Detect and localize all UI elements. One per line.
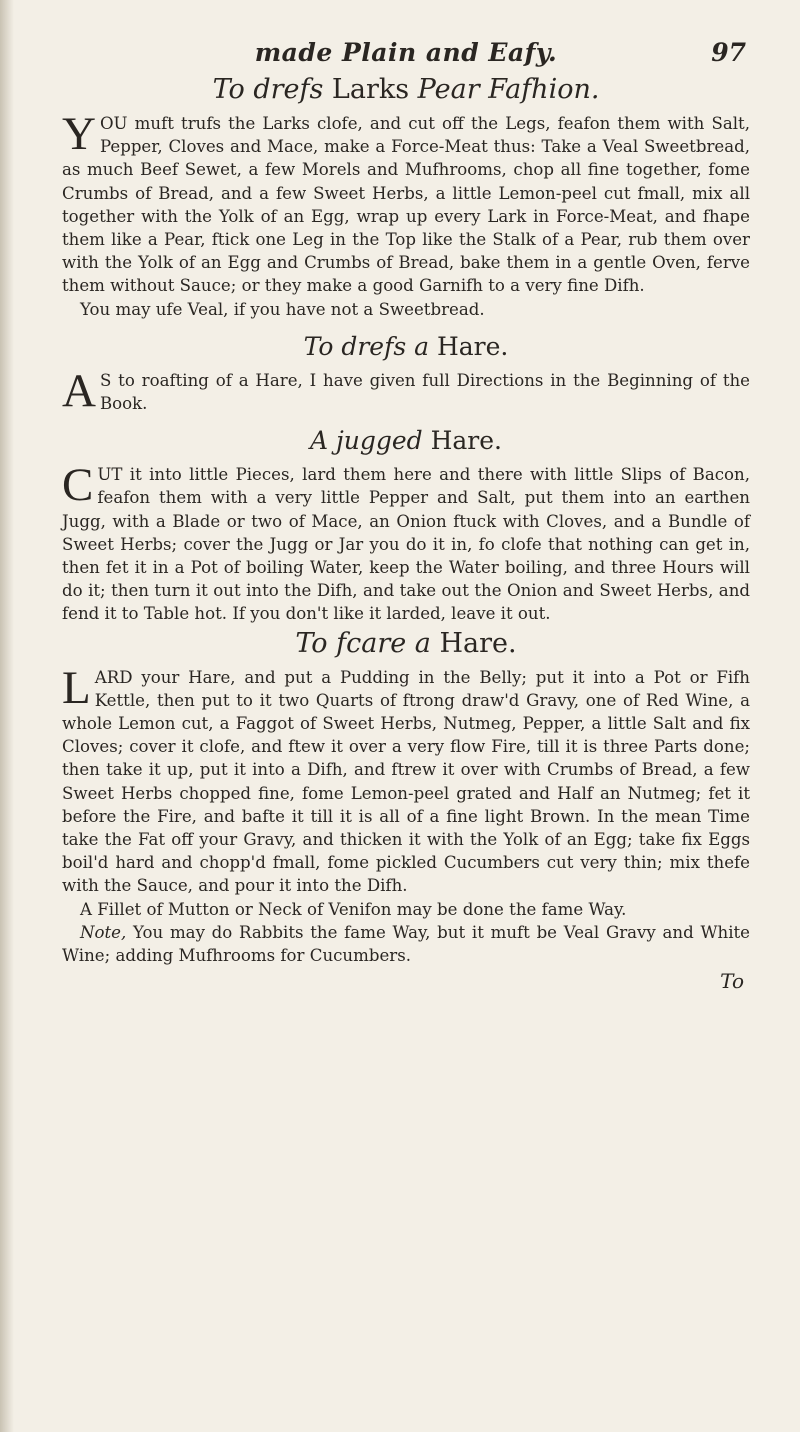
page-gutter-shadow (0, 0, 14, 1432)
recipe-paragraph: A Fillet of Mutton or Neck of Venifon may be done the fame Way. (80, 899, 627, 919)
running-title: made Plain and Eafy. (254, 38, 558, 67)
catchword: To (720, 969, 744, 994)
running-head (62, 38, 750, 70)
recipe-paragraph: AS to roafting of a Hare, I have given full Directions in the Beginning of the Book. (62, 364, 750, 417)
recipe-title-fcare-hare: To fcare a Hare. (295, 627, 517, 659)
recipe-note (62, 921, 750, 967)
page-number: 97 (711, 38, 746, 67)
recipe-paragraph: LARD your Hare, and put a Pudding in the Belly; put it into a Pot or Fifh Kettle, then put to it two Quarts of ftrong draw'd Gravy, one of Red Wine, a whole Lemon cut, a Faggot of Sweet Herbs, Nutmeg, Pepper, a little Salt and fix Cloves; cover it clofe, and ftew it over a very flow Fire, till it is three Parts done; then take it up, put it into a Difh, and ftrew it over with Crumbs of Bread, a few Sweet Herbs chopped fine, fome Lemon-peel grated and Half an Nutmeg; fet it before the Fire, and bafte it till it is all of a fine light Brown. In the mean Time take the Fat off your Gravy, and thicken it with the Yolk of an Egg; take fix Eggs boil'd hard and chopp'd fmall, fome pickled Cucumbers cut very thin; mix thefe with the Sauce, and pour it into the Difh. (62, 661, 750, 896)
recipe-paragraph: You may ufe Veal, if you have not a Sweetbread. (80, 299, 485, 319)
recipe-paragraph: YOU muft trufs the Larks clofe, and cut off the Legs, feafon them with Salt, Pepper, Cloves and Mace, make a Force-Meat thus: Take a Veal Sweetbread, as much Beef Sewet, a few Morels and Mufhrooms, chop all fine together, fome Crumbs of Bread, and a few Sweet Herbs, a little Lemon-peel cut fmall, mix all together with the Yolk of an Egg, wrap up every Lark in Force-Meat, and fhape them like a Pear, ftick one Leg in the Top like the Stalk of a Pear, rub them over with the Yolk of an Egg and Crumbs of Bread, bake them in a gentle Oven, ferve them without Sauce; or they make a good Garnifh to a very fine Difh. (62, 108, 750, 296)
note-label: Note, (80, 922, 127, 942)
recipe-paragraph: CUT it into little Pieces, lard them here and there with little Slips of Bacon, feafon them with a very little Pepper and Salt, put them into an earthen Jugg, with a Blade or two of Mace, an Onion ftuck with Cloves, and a Bundle of Sweet Herbs; cover the Jugg or Jar you do it in, fo clofe that nothing can get in, then fet it in a Pot of boiling Water, keep the Water boiling, and three Hours will do it; then turn it out into the Difh, and take out the Onion and Sweet Herbs, and fend it to Table hot. If you don't like it larded, leave it out. (62, 459, 750, 624)
recipe-title-drefs-hare: To drefs a Hare. (303, 331, 509, 361)
recipe-title-jugged-hare: A jugged Hare. (309, 426, 503, 456)
recipe-title-larks: To drefs Larks Pear Fafhion. (212, 74, 600, 105)
note-text: You may do Rabbits the fame Way, but it muft be Veal Gravy and White Wine; adding Mufhrooms for Cucumbers. (62, 922, 750, 966)
